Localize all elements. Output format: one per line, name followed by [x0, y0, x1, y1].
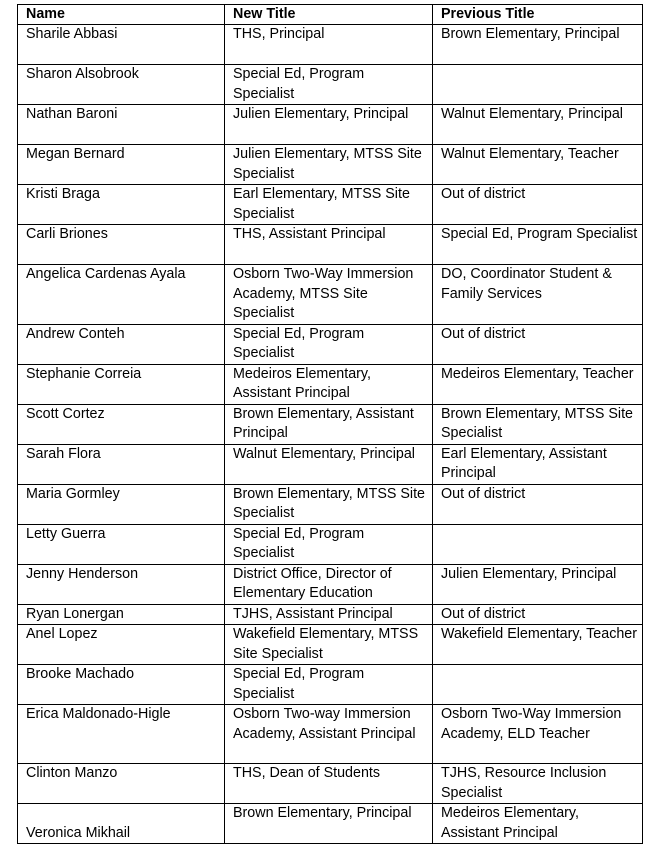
- new-title-cell: Osborn Two-way Immersion Academy, Assistant Principal: [225, 705, 433, 764]
- new-title-cell: Wakefield Elementary, MTSS Site Specialist: [225, 625, 433, 665]
- previous-title-cell: Wakefield Elementary, Teacher: [433, 625, 643, 665]
- name-cell: Veronica Mikhail: [18, 804, 225, 844]
- name-cell: Sharon Alsobrook: [18, 65, 225, 105]
- new-title-cell: Walnut Elementary, Principal: [225, 444, 433, 484]
- name-cell: Maria Gormley: [18, 484, 225, 524]
- table-row: [18, 524, 643, 564]
- previous-title-cell: Special Ed, Program Specialist: [433, 225, 643, 265]
- previous-title-cell: Brown Elementary, MTSS Site Specialist: [433, 404, 643, 444]
- table-row: [18, 25, 643, 65]
- table-row: [18, 604, 643, 625]
- header-previous-title: Previous Title: [433, 5, 643, 25]
- previous-title-cell: Out of district: [433, 604, 643, 625]
- new-title-cell: Osborn Two-Way Immersion Academy, MTSS Site Specialist: [225, 265, 433, 325]
- new-title-cell: Special Ed, Program Specialist: [225, 65, 433, 105]
- new-title-cell: THS, Dean of Students: [225, 764, 433, 804]
- table-row: [18, 564, 643, 604]
- table-row: [18, 444, 643, 484]
- name-cell: Letty Guerra: [18, 524, 225, 564]
- previous-title-cell: Julien Elementary, Principal: [433, 564, 643, 604]
- table-row: [18, 625, 643, 665]
- previous-title-cell: Walnut Elementary, Teacher: [433, 145, 643, 185]
- new-title-cell: THS, Assistant Principal: [225, 225, 433, 265]
- new-title-cell: Brown Elementary, MTSS Site Specialist: [225, 484, 433, 524]
- table-row: [18, 404, 643, 444]
- table-row: [18, 764, 643, 804]
- previous-title-cell: Osborn Two-Way Immersion Academy, ELD Teacher: [433, 705, 643, 764]
- name-cell: Erica Maldonado-Higle: [18, 705, 225, 764]
- table-row: [18, 705, 643, 764]
- new-title-cell: Julien Elementary, Principal: [225, 105, 433, 145]
- new-title-cell: District Office, Director of Elementary Education: [225, 564, 433, 604]
- name-cell: Ryan Lonergan: [18, 604, 225, 625]
- name-cell: Andrew Conteh: [18, 324, 225, 364]
- new-title-cell: Earl Elementary, MTSS Site Specialist: [225, 185, 433, 225]
- name-cell: Carli Briones: [18, 225, 225, 265]
- table-row: [18, 324, 643, 364]
- name-cell: Jenny Henderson: [18, 564, 225, 604]
- table-row: [18, 185, 643, 225]
- new-title-cell: Brown Elementary, Assistant Principal: [225, 404, 433, 444]
- previous-title-cell: Earl Elementary, Assistant Principal: [433, 444, 643, 484]
- previous-title-cell: [433, 665, 643, 705]
- previous-title-cell: Medeiros Elementary, Teacher: [433, 364, 643, 404]
- name-cell: Kristi Braga: [18, 185, 225, 225]
- name-cell: Stephanie Correia: [18, 364, 225, 404]
- previous-title-cell: Out of district: [433, 324, 643, 364]
- previous-title-cell: Walnut Elementary, Principal: [433, 105, 643, 145]
- name-cell: Megan Bernard: [18, 145, 225, 185]
- table-row: [18, 804, 643, 844]
- name-cell: Scott Cortez: [18, 404, 225, 444]
- previous-title-cell: Out of district: [433, 185, 643, 225]
- header-new-title: New Title: [225, 5, 433, 25]
- table-row: [18, 265, 643, 325]
- name-cell: Nathan Baroni: [18, 105, 225, 145]
- table-row: [18, 65, 643, 105]
- header-row: [18, 5, 643, 25]
- previous-title-cell: Medeiros Elementary, Assistant Principal: [433, 804, 643, 844]
- previous-title-cell: TJHS, Resource Inclusion Specialist: [433, 764, 643, 804]
- name-cell: Angelica Cardenas Ayala: [18, 265, 225, 325]
- previous-title-cell: DO, Coordinator Student & Family Services: [433, 265, 643, 325]
- table-row: [18, 225, 643, 265]
- name-cell: Sarah Flora: [18, 444, 225, 484]
- new-title-cell: TJHS, Assistant Principal: [225, 604, 433, 625]
- previous-title-cell: [433, 524, 643, 564]
- previous-title-cell: Out of district: [433, 484, 643, 524]
- previous-title-cell: [433, 65, 643, 105]
- previous-title-cell: Brown Elementary, Principal: [433, 25, 643, 65]
- new-title-cell: Special Ed, Program Specialist: [225, 324, 433, 364]
- table-row: [18, 145, 643, 185]
- name-cell: Sharile Abbasi: [18, 25, 225, 65]
- name-cell: Anel Lopez: [18, 625, 225, 665]
- table-row: [18, 665, 643, 705]
- table-row: [18, 364, 643, 404]
- new-title-cell: Brown Elementary, Principal: [225, 804, 433, 844]
- new-title-cell: Special Ed, Program Specialist: [225, 665, 433, 705]
- staff-title-table: [17, 4, 643, 844]
- new-title-cell: THS, Principal: [225, 25, 433, 65]
- name-cell: Clinton Manzo: [18, 764, 225, 804]
- new-title-cell: Medeiros Elementary, Assistant Principal: [225, 364, 433, 404]
- header-name: Name: [18, 5, 225, 25]
- table-row: [18, 105, 643, 145]
- table-row: [18, 484, 643, 524]
- new-title-cell: Special Ed, Program Specialist: [225, 524, 433, 564]
- new-title-cell: Julien Elementary, MTSS Site Specialist: [225, 145, 433, 185]
- name-cell: Brooke Machado: [18, 665, 225, 705]
